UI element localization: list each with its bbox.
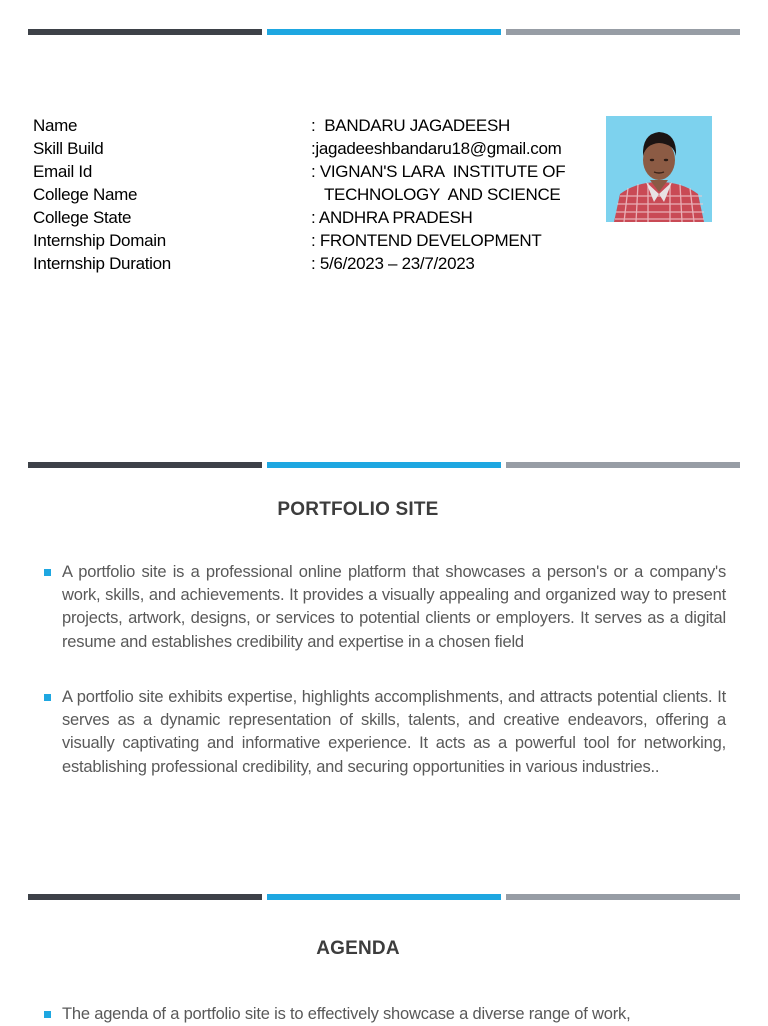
profile-value: : BANDARU JAGADEESH bbox=[311, 116, 510, 135]
divider-segment-grey bbox=[506, 462, 740, 468]
profile-row-internship-domain bbox=[33, 229, 565, 252]
agenda-paragraph-1: The agenda of a portfolio site is to effectively showcase a diverse range of work, bbox=[62, 1005, 631, 1023]
bullet-marker bbox=[44, 1011, 51, 1018]
profile-label: College Name bbox=[33, 185, 138, 204]
profile-info bbox=[33, 114, 565, 275]
profile-label: Internship Duration bbox=[33, 254, 171, 273]
divider-segment-blue bbox=[267, 462, 501, 468]
divider-segment-blue bbox=[267, 29, 501, 35]
profile-value: :jagadeeshbandaru18@gmail.com bbox=[311, 139, 562, 158]
portfolio-heading: PORTFOLIO SITE bbox=[277, 499, 439, 520]
section-divider-middle bbox=[28, 462, 740, 468]
section-divider-top bbox=[28, 29, 740, 35]
profile-label: Name bbox=[33, 116, 78, 135]
profile-row-skill-build bbox=[33, 137, 565, 160]
profile-value: : 5/6/2023 – 23/7/2023 bbox=[311, 254, 475, 273]
profile-row-email bbox=[33, 160, 565, 183]
agenda-heading: AGENDA bbox=[316, 938, 400, 959]
profile-row-college-state bbox=[33, 206, 565, 229]
profile-photo bbox=[606, 116, 712, 222]
profile-row-internship-duration bbox=[33, 252, 565, 275]
divider-segment-grey bbox=[506, 894, 740, 900]
profile-label: College State bbox=[33, 208, 132, 227]
profile-label: Internship Domain bbox=[33, 231, 166, 250]
portfolio-paragraph-1: A portfolio site is a professional online platform that showcases a person's or a company's work, skills, and achievements. It provides a visually appealing and organized way to present projects, artwork, designs, or services to potential clients or employers. It serves as a digital resume and establishes credibility and expertise in a chosen field bbox=[62, 563, 726, 651]
profile-value: : VIGNAN'S LARA INSTITUTE OF bbox=[311, 162, 566, 181]
divider-segment-dark bbox=[28, 894, 262, 900]
bullet-marker bbox=[44, 569, 51, 576]
profile-row-college-name bbox=[33, 183, 565, 206]
profile-row-name bbox=[33, 114, 565, 137]
section-divider-bottom bbox=[28, 894, 740, 900]
person-portrait-icon bbox=[606, 116, 712, 222]
profile-label: Skill Build bbox=[33, 139, 104, 158]
divider-segment-blue bbox=[267, 894, 501, 900]
profile-value: : FRONTEND DEVELOPMENT bbox=[311, 231, 542, 250]
divider-segment-dark bbox=[28, 29, 262, 35]
profile-value: TECHNOLOGY AND SCIENCE bbox=[311, 185, 561, 204]
profile-label: Email Id bbox=[33, 162, 93, 181]
portfolio-paragraph-2: A portfolio site exhibits expertise, highlights accomplishments, and attracts potential clients. It serves as a dynamic representation of skills, talents, and creative endeavors, offering a visually captivating and informative experience. It acts as a powerful tool for networking, establishing professional credibility, and securing opportunities in various industries.. bbox=[62, 688, 726, 776]
divider-segment-grey bbox=[506, 29, 740, 35]
bullet-marker bbox=[44, 694, 51, 701]
profile-value: : ANDHRA PRADESH bbox=[311, 208, 473, 227]
divider-segment-dark bbox=[28, 462, 262, 468]
